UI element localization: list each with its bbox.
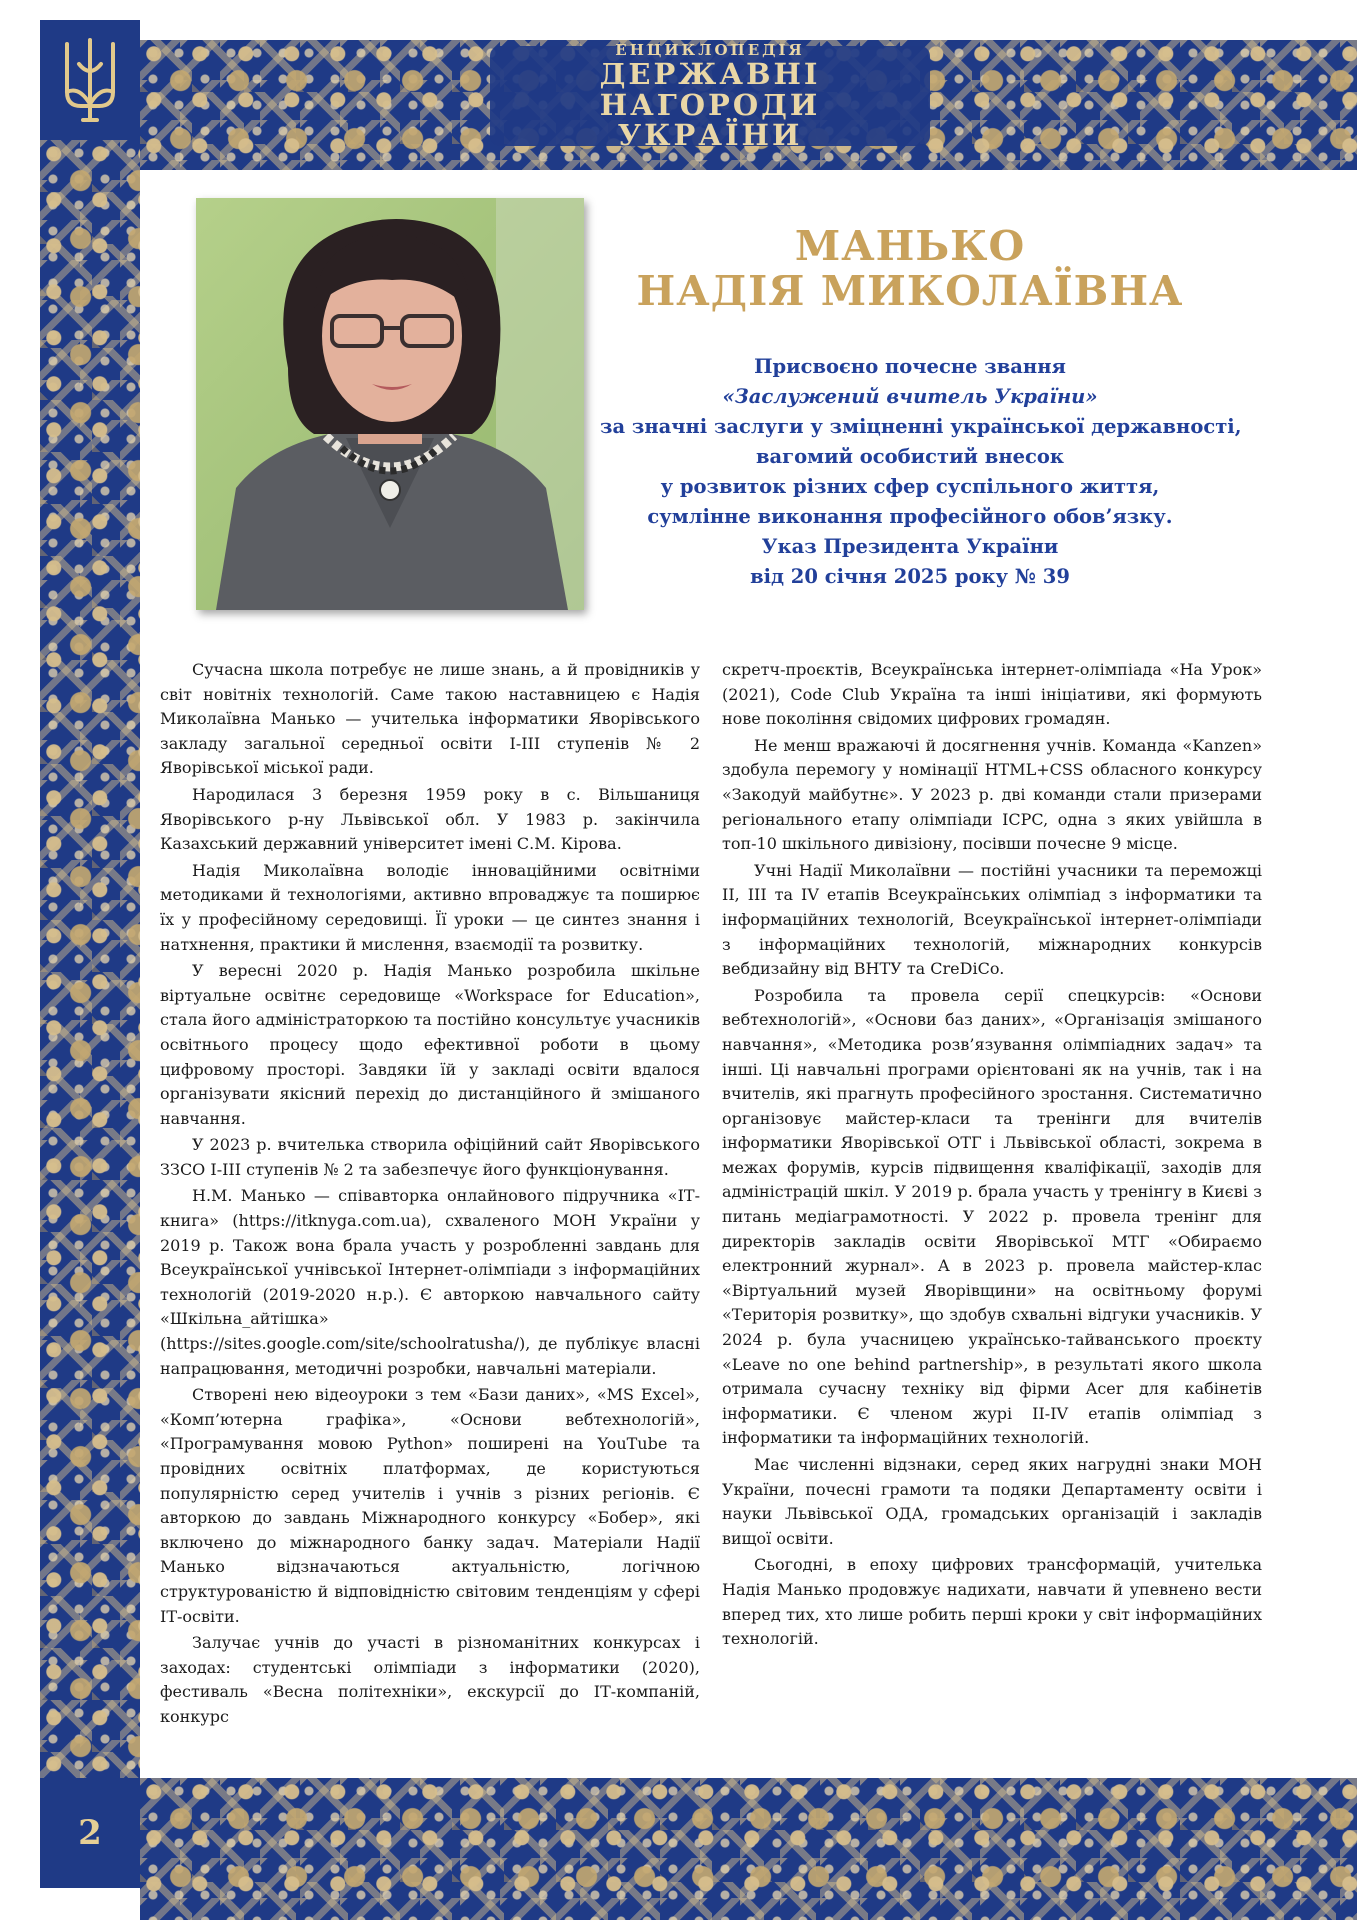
header-title-line-1: ДЕРЖАВНІ НАГОРОДИ (599, 57, 821, 122)
body-paragraph: Надія Миколаївна володіє інноваційними освітніми методиками й технологіями, активно впроваджує та поширює їх у професійному середовищі. Її уроки — це синтез знання і натхнення, практики й мислення, взаємодії та розвитку. (160, 860, 700, 954)
award-line: за значні заслуги у зміцненні української державності, (600, 415, 1242, 438)
person-name (630, 224, 1190, 314)
body-paragraph: Учні Надії Миколаївни — постійні учасники та переможці ІІ, ІІІ та IV етапів Всеукраїнських олімпіад з інформатики та інформаційних технологій, Всеукраїнської інтернет-олімпіади з інформаційних технологій, міжнародних конкурсів вебдизайну від ВНТУ та CreDiCo. (722, 860, 1262, 979)
page-number: 2 (78, 1813, 102, 1853)
page-number-panel (40, 1778, 140, 1888)
ornament-bottom-border (140, 1778, 1357, 1920)
body-paragraph: У 2023 р. вчителька створила офіційний сайт Яворівського ЗЗСО І-ІІІ ступенів № 2 та забезпечує його функціонування. (160, 1135, 700, 1179)
portrait-photo (196, 198, 584, 610)
award-line: вагомий особистий внесок (755, 445, 1064, 468)
body-paragraph: Створені нею відеоуроки з тем «Бази даних», «MS Excel», «Комп’ютерна графіка», «Основи вебтехнологій», «Програмування мовою Python» поширені на YouTube та провідних освітніх платформах, де користуються популярністю серед учителів і учнів з різних регіонів. Є авторкою до завдань Міжнародного конкурсу «Бобер», які включено до міжнародного банку задач. Матеріали Надії Манько відзначаються актуальністю, логічною структурованістю й відповідністю світовим тенденціям у сфері ІТ-освіти. (160, 1385, 700, 1626)
body-paragraph: Не менш вражаючі й досягнення учнів. Команда «Kanzen» здобула перемогу у номінації HTML+CSS обласного конкурсу «Закодуй майбутнє». У 2023 р. дві команди стали призерами регіонального етапу олімпіади ICPC, одна з яких увійшла в топ-10 шкільного дивізіону, посівши почесне 9 місце. (722, 735, 1262, 854)
award-line: у розвиток різних сфер суспільного життя, (660, 475, 1160, 498)
ornament-left-border (40, 140, 140, 1780)
encyclopedia-header (490, 41, 930, 153)
person-surname: МАНЬКО (794, 222, 1026, 270)
body-paragraph: Н.М. Манько — співавторка онлайнового підручника «ІТ-книга» (https://itknyga.com.ua), схваленого МОН України у 2019 р. Також вона брала участь у розробленні завдань для Всеукраїнської учнівської Інтернет-олімпіади з інформаційних технологій (2019-2020 н.р.). Є авторкою навчального сайту «Шкільна_айтішка» (https://sites.google.com/site/schoolratusha/), де публікує власні напрацювання, методичні розробки, навчальні матеріали. (160, 1186, 700, 1378)
award-line: від 20 січня 2025 року № 39 (750, 565, 1070, 588)
body-paragraph-continuation: скретч-проєктів, Всеукраїнська інтернет-олімпіада «На Урок» (2021), Code Club Україна та інші ініціативи, які формують нове покоління свідомих цифрових громадян. (722, 660, 1262, 729)
award-citation (600, 352, 1242, 592)
body-column-left (160, 658, 700, 1732)
award-line: «Заслужений вчитель України» (722, 385, 1098, 408)
person-given-names: НАДІЯ МИКОЛАЇВНА (636, 267, 1184, 316)
trident-icon (59, 34, 121, 126)
award-line: сумлінне виконання професійного обов’язку. (647, 505, 1173, 528)
emblem-panel (40, 20, 140, 140)
encyclopedia-label: ЕНЦИКЛОПЕДІЯ (615, 41, 805, 60)
award-line: Указ Президента України (761, 535, 1059, 558)
body-paragraph: Сучасна школа потребує не лише знань, а й провідників у світ новітніх технологій. Саме такою наставницею є Надія Миколаївна Манько — учителька інформатики Яворівського закладу загальної середньої освіти І-ІІІ ступенів № 2 Яворівської міської ради. (160, 660, 700, 778)
body-paragraph: Залучає учнів до участі в різноманітних конкурсах і заходах: студентські олімпіади з інформатики (2020), фестиваль «Весна політехніки», екскурсії до ІТ-компаній, конкурс (160, 1633, 700, 1726)
award-line: Присвоєно почесне звання (754, 355, 1066, 378)
body-paragraph: Розробила та провела серії спецкурсів: «Основи вебтехнологій», «Основи баз даних», «Організація змішаного навчання», «Методика розв’язування олімпіадних задач» та інші. Ці навчальні програми орієнтовані як на учнів, так і на вчителів, які прагнуть професійного зростання. Систематично організовує майстер-класи та тренінги для вчителів інформатики Яворівської ОТГ і Львівської області, зокрема в межах форумів, курсів підвищення кваліфікації, заходів для адміністрацій шкіл. У 2019 р. брала участь у тренінгу в Києві з питань медіаграмотності. У 2022 р. провела тренінг для директорів закладів освіти Яворівської МТГ «Обираємо електронний журнал». А в 2023 р. провела майстер-клас «Віртуальний музей Яворівщини» на освітньому форумі «Територія розвитку», що здобув схвальні відгуки учасників. У 2024 р. була учасницею українсько-тайванського проєкту «Leave no one behind partnership», в результаті якого школа отримала сучасну техніку від фірми Acer для кабінетів інформатики. Є членом журі ІІ-IV етапів олімпіад з інформатики та інформаційних технологій. (722, 985, 1262, 1448)
body-column-right (722, 658, 1262, 1654)
header-title-line-2: УКРАЇНИ (617, 118, 803, 153)
body-paragraph: Сьогодні, в епоху цифрових трансформацій, учителька Надія Манько продовжує надихати, навчати й упевнено вести вперед тих, хто лише робить перші кроки у світ інформаційних технологій. (722, 1555, 1262, 1649)
body-paragraph: У вересні 2020 р. Надія Манько розробила шкільне віртуальне освітнє середовище «Workspace for Education», стала його адміністраторкою та постійно консультує учасників освітнього процесу щодо ефективної роботи в цьому цифровому просторі. Завдяки їй у закладі освіти вдалося організувати якісний перехід до дистанційного й змішаного навчання. (160, 961, 700, 1128)
body-paragraph: Має численні відзнаки, серед яких нагрудні знаки МОН України, почесні грамоти та подяки Департаменту освіти і науки Львівської ОДА, громадських організацій і закладів вищої освіти. (722, 1455, 1262, 1548)
body-paragraph: Народилася 3 березня 1959 року в с. Вільшаниця Яворівського р-ну Львівської обл. У 1983 р. закінчила Казахський державний університет імені С.М. Кірова. (160, 784, 700, 854)
